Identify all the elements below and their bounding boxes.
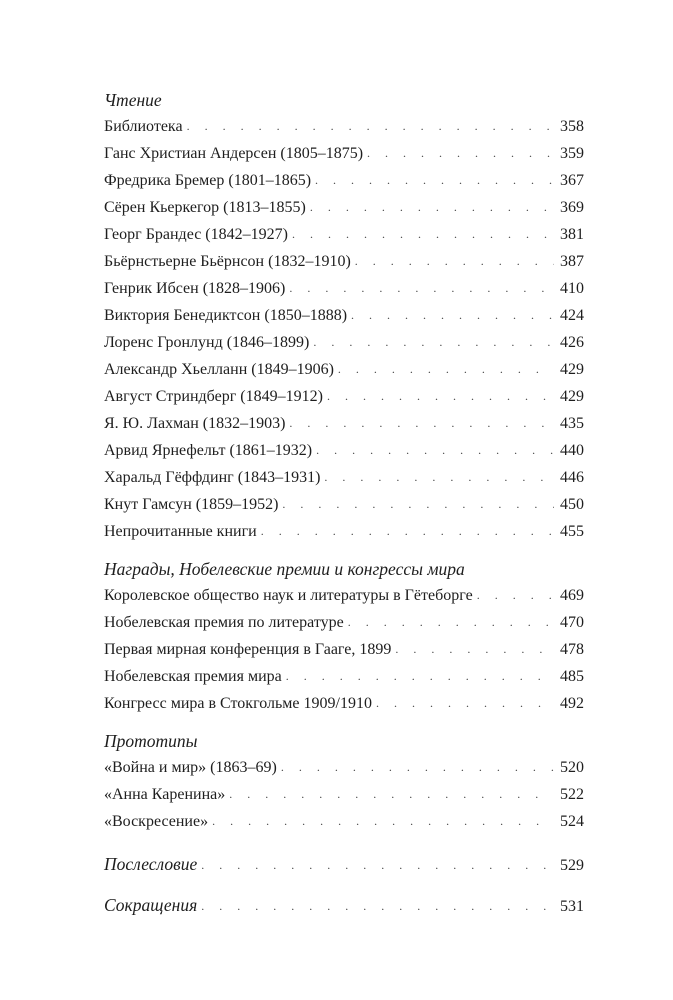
toc-entry[interactable] bbox=[104, 356, 584, 383]
entry-label: Харальд Гёффдинг (1843–1931) bbox=[104, 469, 321, 486]
dot-leader bbox=[477, 582, 554, 609]
dot-leader bbox=[187, 113, 554, 140]
toc-entry[interactable] bbox=[104, 329, 584, 356]
entry-page-number: 492 bbox=[560, 695, 584, 712]
entry-page-number: 426 bbox=[560, 334, 584, 351]
toc-entry[interactable] bbox=[104, 636, 584, 663]
entry-page-number: 369 bbox=[560, 199, 584, 216]
dot-leader bbox=[261, 518, 554, 545]
dot-leader bbox=[310, 194, 554, 221]
toc-entry[interactable] bbox=[104, 383, 584, 410]
entry-page-number: 410 bbox=[560, 280, 584, 297]
entry-label: Сёрен Кьеркегор (1813–1855) bbox=[104, 199, 306, 216]
table-of-contents bbox=[104, 90, 584, 919]
dot-leader bbox=[286, 663, 554, 690]
dot-leader bbox=[327, 383, 554, 410]
toc-entry[interactable] bbox=[104, 781, 584, 808]
entry-label: Кнут Гамсун (1859–1952) bbox=[104, 496, 279, 513]
entry-page-number: 359 bbox=[560, 145, 584, 162]
entry-label: Послесловие bbox=[104, 854, 198, 874]
spacer bbox=[104, 545, 584, 559]
entry-page-number: 358 bbox=[560, 118, 584, 135]
dot-leader bbox=[355, 248, 554, 275]
entry-page-number: 524 bbox=[560, 813, 584, 830]
entry-page-number: 455 bbox=[560, 523, 584, 540]
entry-label: Лоренс Гронлунд (1846–1899) bbox=[104, 334, 310, 351]
dot-leader bbox=[281, 754, 554, 781]
dot-leader bbox=[289, 275, 554, 302]
dot-leader bbox=[201, 852, 554, 879]
entry-page-number: 424 bbox=[560, 307, 584, 324]
toc-entry[interactable] bbox=[104, 302, 584, 329]
entry-page-number: 446 bbox=[560, 469, 584, 486]
entry-label: Фредрика Бремер (1801–1865) bbox=[104, 172, 312, 189]
section-title: Награды, Нобелевские премии и конгрессы мира bbox=[104, 559, 465, 579]
entry-label: Конгресс мира в Стокгольме 1909/1910 bbox=[104, 695, 372, 712]
section-title: Чтение bbox=[104, 90, 162, 110]
section-title: Прототипы bbox=[104, 731, 198, 751]
toc-entry[interactable] bbox=[104, 410, 584, 437]
toc-entry[interactable] bbox=[104, 663, 584, 690]
entry-label: Виктория Бенедиктсон (1850–1888) bbox=[104, 307, 348, 324]
dot-leader bbox=[367, 140, 554, 167]
dot-leader bbox=[376, 690, 554, 717]
entry-label: «Воскресение» bbox=[104, 813, 209, 830]
entry-page-number: 429 bbox=[560, 361, 584, 378]
entry-page-number: 522 bbox=[560, 786, 584, 803]
entry-page-number: 367 bbox=[560, 172, 584, 189]
entry-label: Георг Брандес (1842–1927) bbox=[104, 226, 288, 243]
entry-label: Первая мирная конференция в Гааге, 1899 bbox=[104, 641, 392, 658]
entry-label: Александр Хьелланн (1849–1906) bbox=[104, 361, 334, 378]
dot-leader bbox=[315, 167, 554, 194]
toc-entry[interactable] bbox=[104, 754, 584, 781]
entry-label: Бьёрнстьерне Бьёрнсон (1832–1910) bbox=[104, 253, 351, 270]
dot-leader bbox=[324, 464, 554, 491]
entry-label: Сокращения bbox=[104, 895, 198, 915]
entry-label: Ганс Христиан Андерсен (1805–1875) bbox=[104, 145, 364, 162]
entry-label: Я. Ю. Лахман (1832–1903) bbox=[104, 415, 286, 432]
entry-list bbox=[104, 582, 584, 717]
toc-entry[interactable] bbox=[104, 167, 584, 194]
section-reading bbox=[104, 90, 584, 545]
toc-entry[interactable] bbox=[104, 808, 584, 835]
entry-label: Библиотека bbox=[104, 118, 183, 135]
entry-label: Нобелевская премия по литературе bbox=[104, 614, 344, 631]
entry-page-number: 529 bbox=[560, 857, 584, 874]
dot-leader bbox=[395, 636, 554, 663]
entry-list bbox=[104, 754, 584, 835]
entry-page-number: 469 bbox=[560, 587, 584, 604]
spacer bbox=[104, 835, 584, 851]
section-prototypes bbox=[104, 731, 584, 835]
entry-page-number: 381 bbox=[560, 226, 584, 243]
entry-page-number: 470 bbox=[560, 614, 584, 631]
entry-page-number: 435 bbox=[560, 415, 584, 432]
dot-leader bbox=[292, 221, 554, 248]
entry-page-number: 531 bbox=[560, 898, 584, 915]
toc-entry[interactable] bbox=[104, 275, 584, 302]
section-awards bbox=[104, 559, 584, 717]
entry-label: Непрочитанные книги bbox=[104, 523, 257, 540]
entry-page-number: 485 bbox=[560, 668, 584, 685]
entry-label: Генрик Ибсен (1828–1906) bbox=[104, 280, 286, 297]
toc-entry[interactable] bbox=[104, 518, 584, 545]
dot-leader bbox=[282, 491, 554, 518]
entry-list bbox=[104, 113, 584, 545]
toc-entry-abbreviations[interactable] bbox=[104, 892, 584, 919]
toc-entry[interactable] bbox=[104, 248, 584, 275]
toc-entry[interactable] bbox=[104, 194, 584, 221]
toc-entry[interactable] bbox=[104, 464, 584, 491]
toc-entry[interactable] bbox=[104, 582, 584, 609]
entry-label: Арвид Ярнефельт (1861–1932) bbox=[104, 442, 313, 459]
entry-label: Королевское общество наук и литературы в Гётеборге bbox=[104, 587, 473, 604]
entry-label: «Анна Каренина» bbox=[104, 786, 226, 803]
entry-page-number: 450 bbox=[560, 496, 584, 513]
dot-leader bbox=[289, 410, 554, 437]
entry-label: Нобелевская премия мира bbox=[104, 668, 282, 685]
toc-entry[interactable] bbox=[104, 491, 584, 518]
toc-entry[interactable] bbox=[104, 113, 584, 140]
dot-leader bbox=[229, 781, 554, 808]
spacer bbox=[104, 717, 584, 731]
dot-leader bbox=[348, 609, 554, 636]
toc-entry[interactable] bbox=[104, 437, 584, 464]
toc-entry[interactable] bbox=[104, 221, 584, 248]
entry-page-number: 387 bbox=[560, 253, 584, 270]
toc-entry[interactable] bbox=[104, 609, 584, 636]
entry-page-number: 520 bbox=[560, 759, 584, 776]
entry-page-number: 429 bbox=[560, 388, 584, 405]
toc-entry-afterword[interactable] bbox=[104, 851, 584, 878]
dot-leader bbox=[201, 893, 554, 920]
entry-label: Август Стриндберг (1849–1912) bbox=[104, 388, 323, 405]
entry-label: «Война и мир» (1863–69) bbox=[104, 759, 277, 776]
toc-entry[interactable] bbox=[104, 140, 584, 167]
dot-leader bbox=[313, 329, 554, 356]
dot-leader bbox=[316, 437, 554, 464]
dot-leader bbox=[351, 302, 554, 329]
entry-page-number: 440 bbox=[560, 442, 584, 459]
dot-leader bbox=[212, 808, 554, 835]
dot-leader bbox=[338, 356, 554, 383]
toc-entry[interactable] bbox=[104, 690, 584, 717]
entry-page-number: 478 bbox=[560, 641, 584, 658]
spacer bbox=[104, 878, 584, 892]
